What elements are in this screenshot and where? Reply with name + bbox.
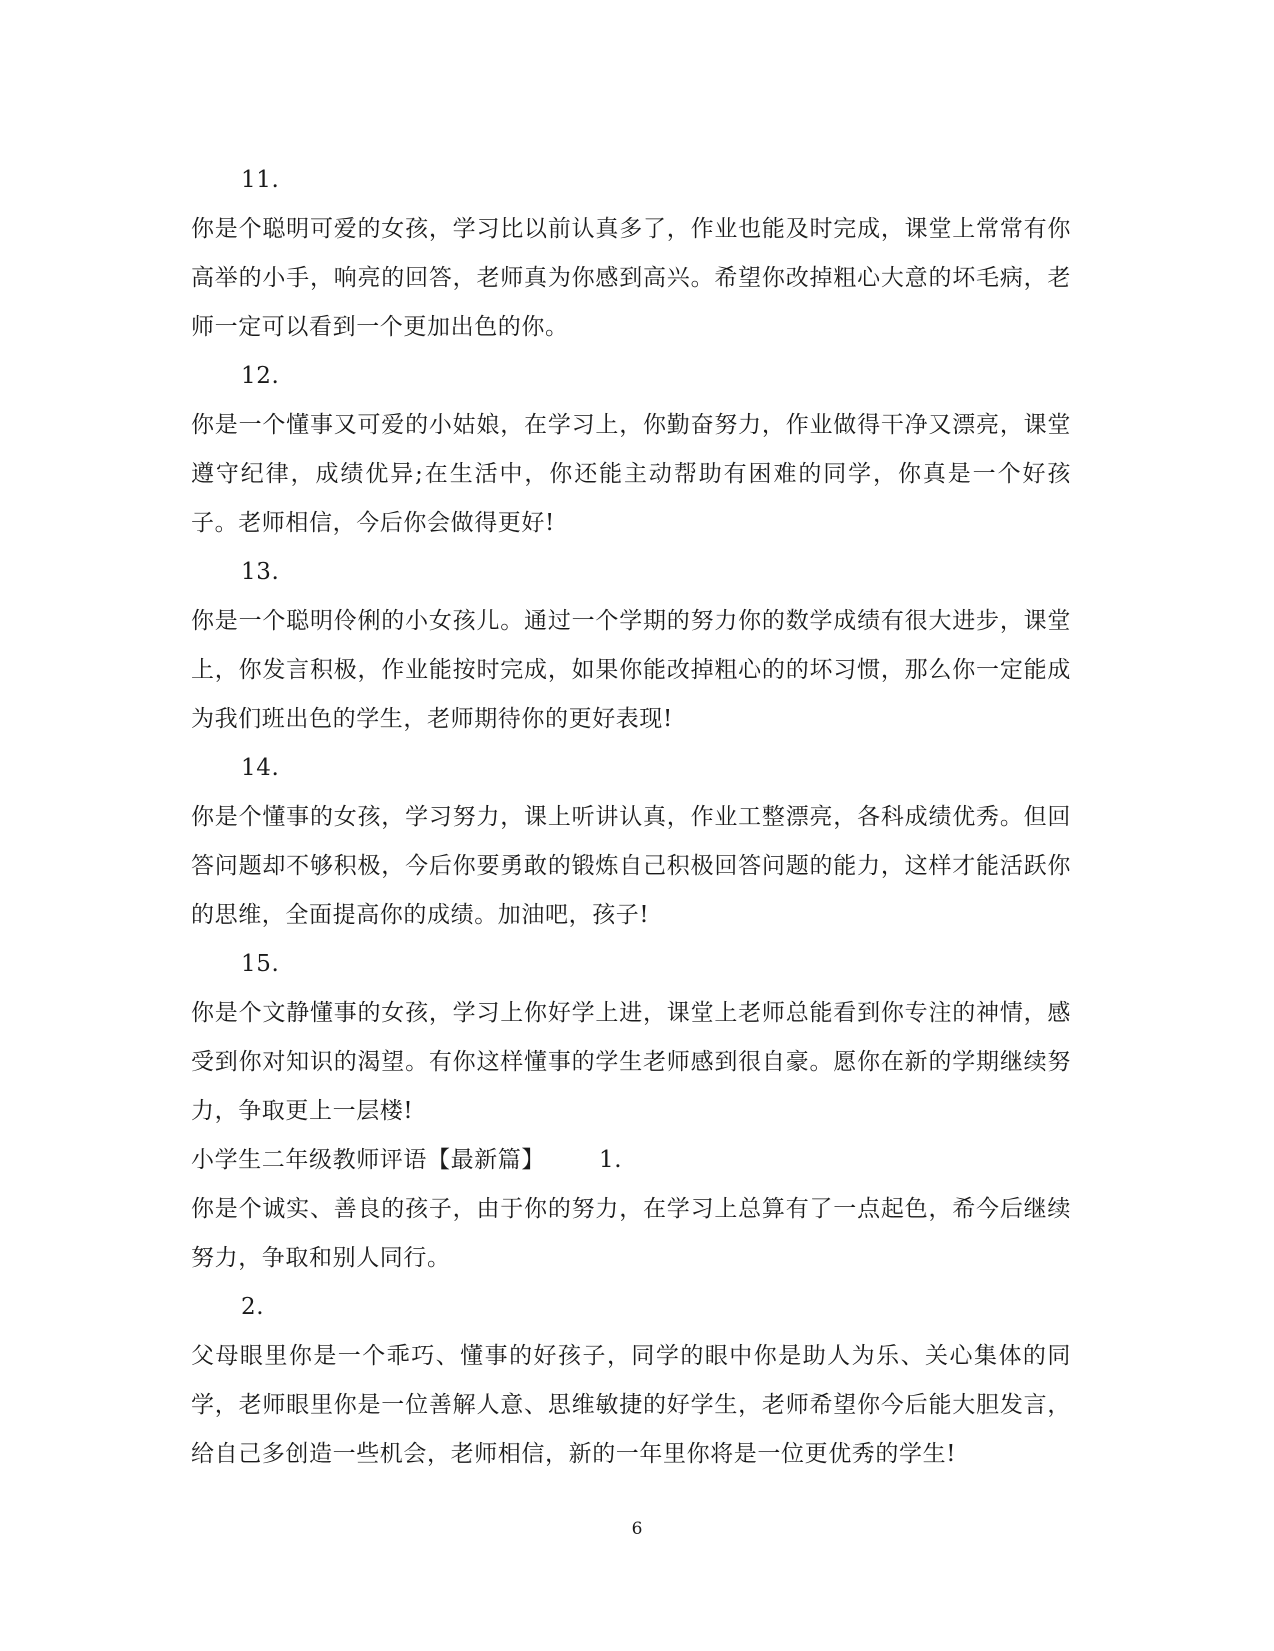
section-heading: 小学生二年级教师评语【最新篇】 xyxy=(191,1147,545,1173)
item-number: 11. xyxy=(241,167,280,193)
item-number: 1. xyxy=(599,1147,623,1173)
comment-paragraph: 你是个懂事的女孩，学习努力，课上听讲认真，作业工整漂亮，各科成绩优秀。但回答问题却不够积极，今后你要勇敢的锻炼自己积极回答问题的能力，这样才能活跃你的思维，全面提高你的成绩。加油吧，孩子! xyxy=(191,804,1071,928)
item-number: 13. xyxy=(241,559,280,585)
comment-paragraph: 你是个诚实、善良的孩子，由于你的努力，在学习上总算有了一点起色，希今后继续努力，争取和别人同行。 xyxy=(191,1196,1071,1271)
item-number: 12. xyxy=(241,363,280,389)
comment-paragraph: 你是个聪明可爱的女孩，学习比以前认真多了，作业也能及时完成，课堂上常常有你高举的小手，响亮的回答，老师真为你感到高兴。希望你改掉粗心大意的坏毛病，老师一定可以看到一个更加出色的你。 xyxy=(191,216,1071,340)
comment-paragraph: 你是一个懂事又可爱的小姑娘，在学习上，你勤奋努力，作业做得干净又漂亮，课堂遵守纪律，成绩优异;在生活中，你还能主动帮助有困难的同学，你真是一个好孩子。老师相信，今后你会做得更好! xyxy=(191,412,1071,536)
item-number: 15. xyxy=(241,951,280,977)
comment-paragraph: 你是个文静懂事的女孩，学习上你好学上进，课堂上老师总能看到你专注的神情，感受到你对知识的渴望。有你这样懂事的学生老师感到很自豪。愿你在新的学期继续努力，争取更上一层楼! xyxy=(191,1000,1071,1124)
item-number: 14. xyxy=(241,755,280,781)
page-content xyxy=(191,156,1071,1479)
section-heading-line xyxy=(191,1136,1071,1185)
comment-paragraph: 父母眼里你是一个乖巧、懂事的好孩子，同学的眼中你是助人为乐、关心集体的同学，老师眼里你是一位善解人意、思维敏捷的好学生，老师希望你今后能大胆发言，给自己多创造一些机会，老师相信，新的一年里你将是一位更优秀的学生! xyxy=(191,1343,1071,1467)
comment-paragraph: 你是一个聪明伶俐的小女孩儿。通过一个学期的努力你的数学成绩有很大进步，课堂上，你发言积极，作业能按时完成，如果你能改掉粗心的的坏习惯，那么你一定能成为我们班出色的学生，老师期待你的更好表现! xyxy=(191,608,1071,732)
page-number: 6 xyxy=(631,1519,643,1539)
item-number: 2. xyxy=(241,1294,265,1320)
